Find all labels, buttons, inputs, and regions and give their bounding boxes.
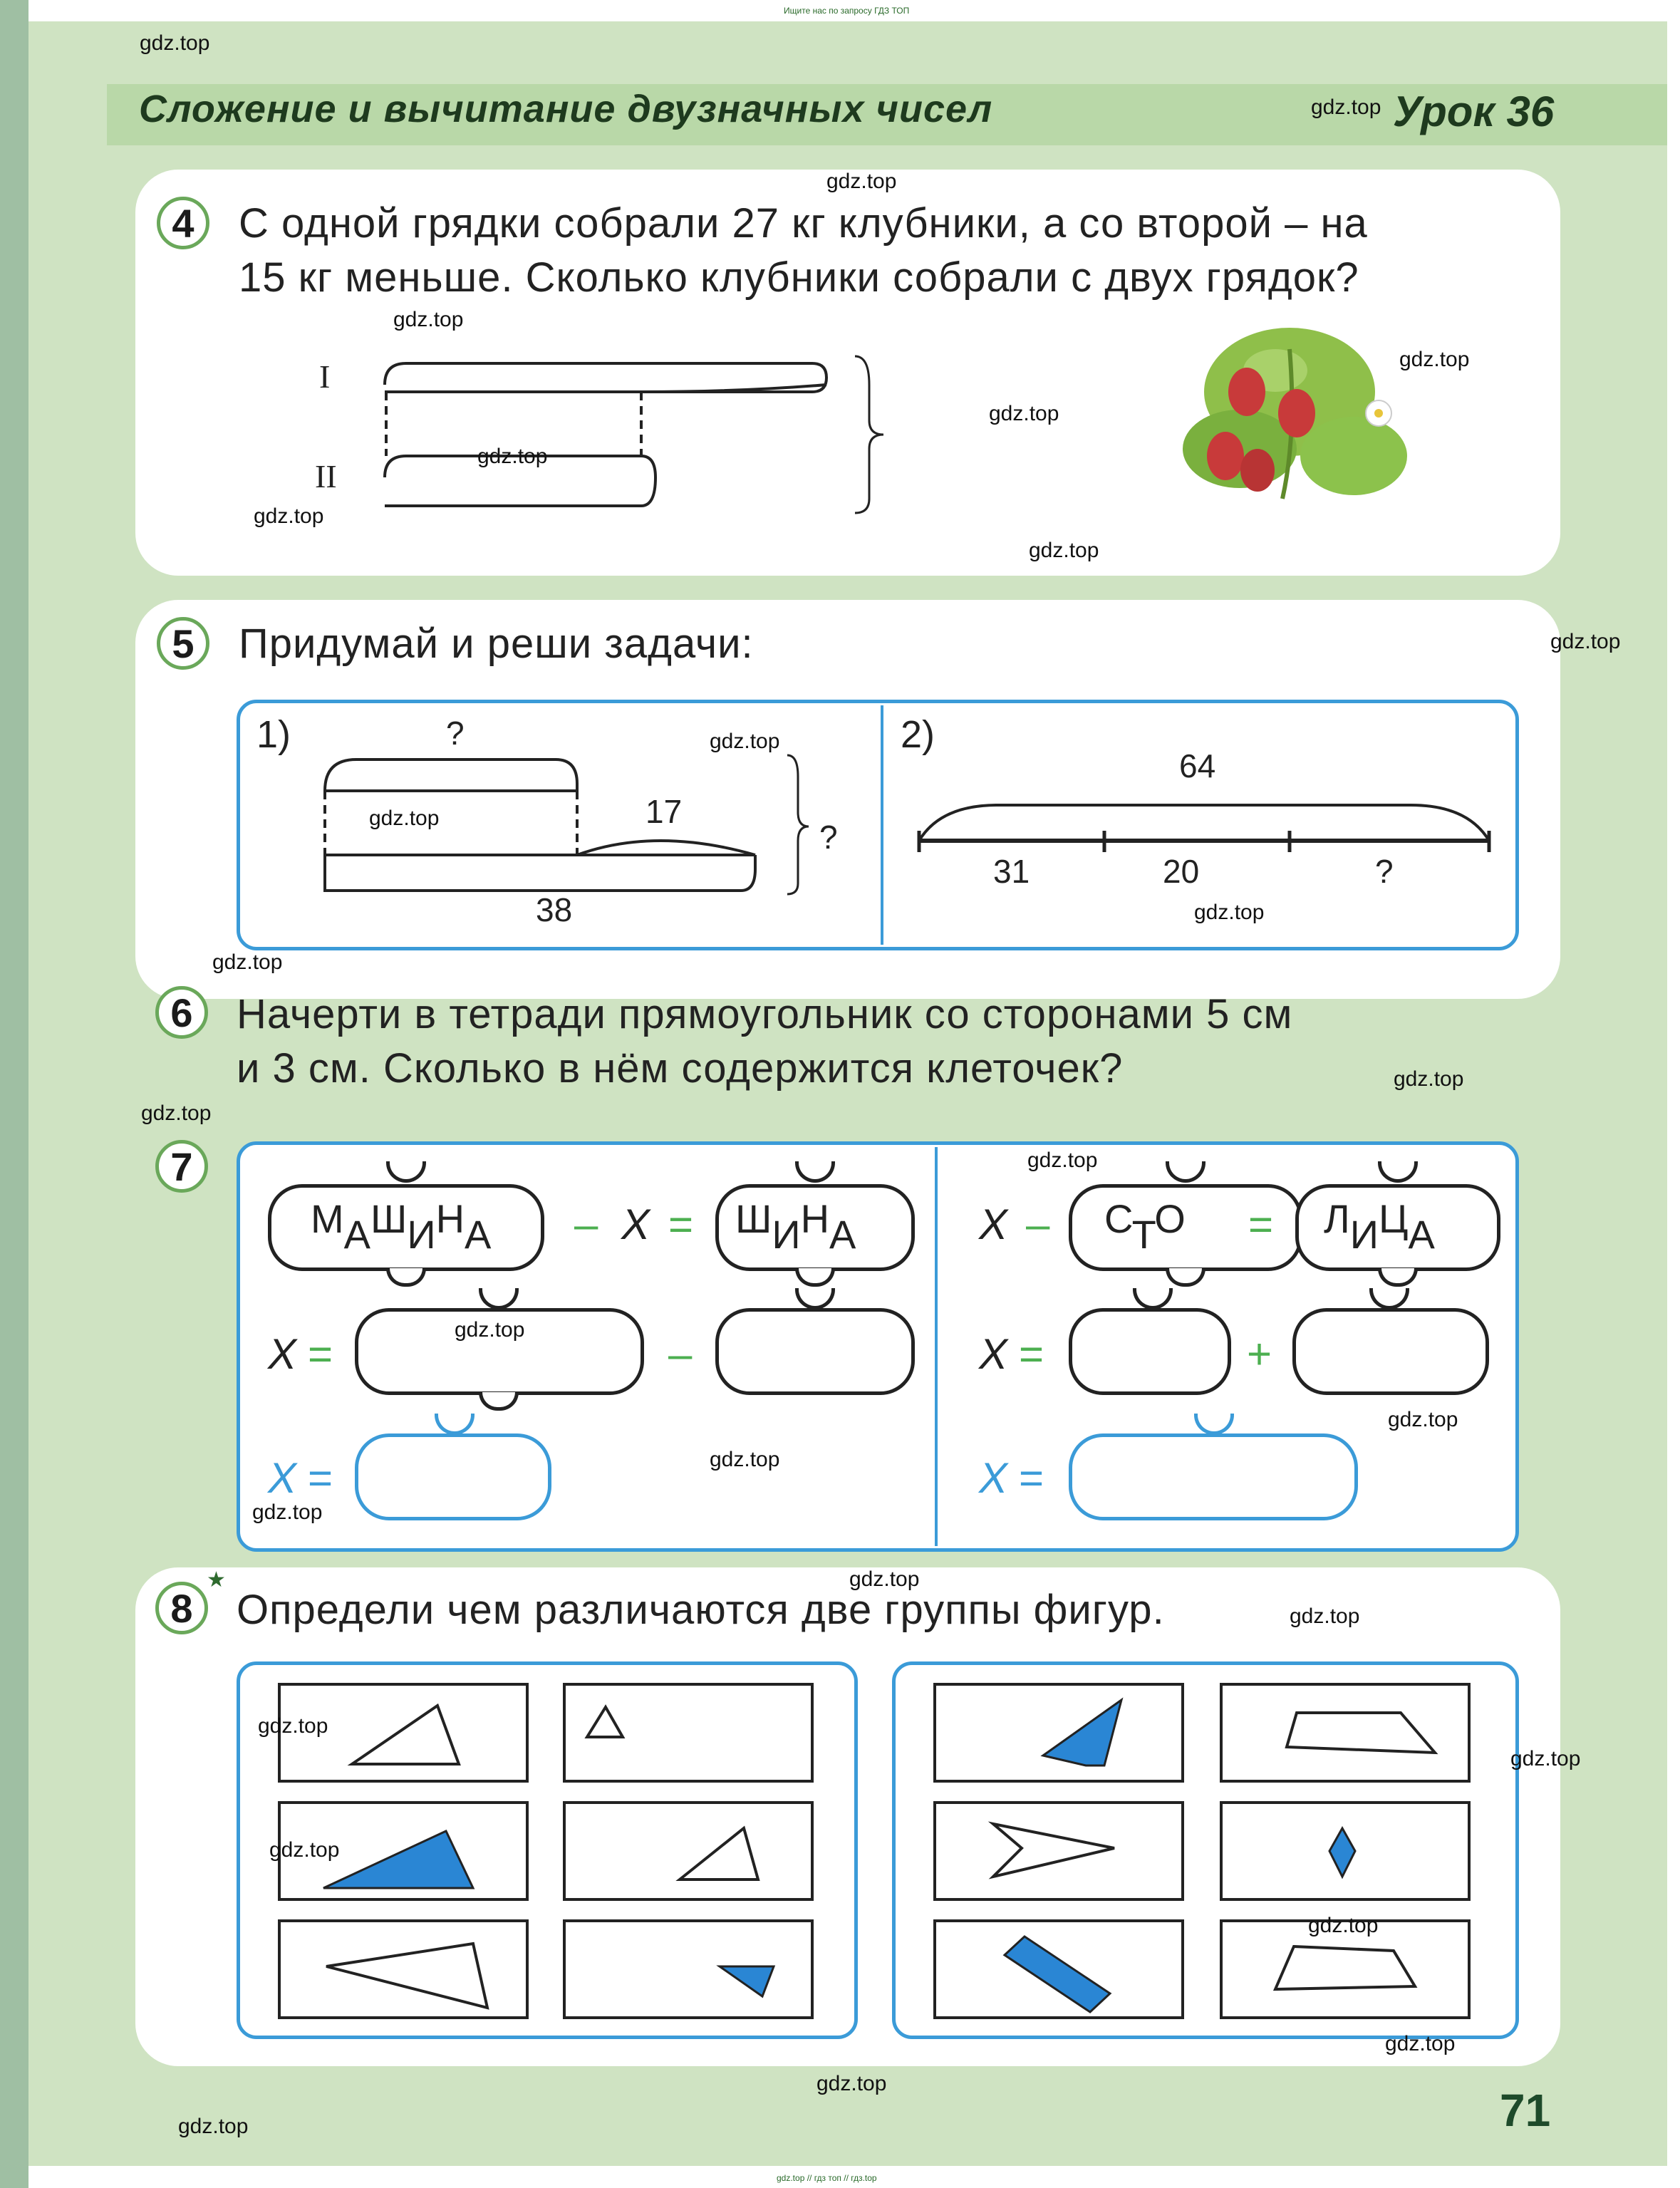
- task8-number: 8: [155, 1582, 208, 1634]
- figure-card: [563, 1801, 814, 1901]
- triangle-shape: [566, 1686, 811, 1780]
- watermark: gdz.top: [1029, 539, 1099, 562]
- task7-minus-sign: –: [668, 1330, 693, 1378]
- task7-minus-sign: –: [1026, 1201, 1050, 1248]
- task4-text-line2: 15 кг меньше. Сколько клубники собрали с двух грядок?: [239, 254, 1359, 301]
- watermark: gdz.top: [849, 1567, 920, 1591]
- watermark: gdz.top: [710, 730, 780, 753]
- watermark: gdz.top: [816, 2072, 887, 2095]
- quadrilateral-shape: [936, 1686, 1181, 1780]
- watermark: gdz.top: [1290, 1604, 1360, 1628]
- watermark: gdz.top: [1394, 1067, 1464, 1091]
- task7-x: X: [268, 1330, 297, 1378]
- page-spine: [0, 0, 28, 2188]
- rhombus-shape: [1223, 1804, 1468, 1898]
- task6-number: 6: [155, 986, 208, 1039]
- task4-number: 4: [157, 197, 209, 249]
- task7-x: X: [979, 1330, 1008, 1378]
- rectangle-shape: [936, 1922, 1181, 2016]
- task7-equals-sign: =: [1019, 1330, 1044, 1378]
- watermark: gdz.top: [1399, 348, 1470, 371]
- task7-minus-sign: –: [574, 1201, 598, 1248]
- task7-answer-box[interactable]: [1069, 1433, 1358, 1520]
- figure-card: [933, 1919, 1184, 2019]
- task7-answer-box[interactable]: [1292, 1308, 1489, 1395]
- watermark: gdz.top: [1385, 2032, 1456, 2055]
- task5-d2-total: 64: [1179, 747, 1216, 784]
- task5-d2-part2: 20: [1163, 853, 1200, 890]
- watermark: gdz.top: [141, 1101, 212, 1125]
- watermark: gdz.top: [1311, 95, 1381, 119]
- figure-card: [933, 1801, 1184, 1901]
- bottom-note: gdz.top // гдз топ // гдз.top: [777, 2173, 877, 2183]
- watermark: gdz.top: [393, 308, 464, 331]
- task7-word-mashina: МАШИНА: [311, 1196, 492, 1257]
- watermark: gdz.top: [178, 2115, 249, 2138]
- task4-label-i: I: [319, 358, 331, 395]
- task5-d2-diagram: [912, 784, 1496, 862]
- task4-label-ii: II: [315, 458, 337, 494]
- task7-answer-box[interactable]: [1069, 1308, 1231, 1395]
- task5-d2-part3: ?: [1375, 853, 1394, 890]
- watermark: gdz.top: [455, 1318, 525, 1342]
- task7-equals-sign: =: [308, 1330, 333, 1378]
- task7-equals-sign: =: [668, 1201, 694, 1248]
- task7-answer-box[interactable]: [715, 1308, 915, 1395]
- task7-plus-sign: +: [1247, 1330, 1272, 1378]
- triangle-shape: [566, 1922, 811, 2016]
- task7-x: X: [979, 1201, 1008, 1248]
- watermark: gdz.top: [1510, 1747, 1581, 1770]
- watermark: gdz.top: [252, 1500, 323, 1524]
- task5-text: Придумай и реши задачи:: [239, 621, 754, 667]
- figure-card: [563, 1683, 814, 1783]
- watermark: gdz.top: [258, 1714, 328, 1738]
- task7-x: X: [979, 1454, 1008, 1502]
- watermark: gdz.top: [1194, 901, 1265, 924]
- task7-word-litsa: ЛИЦА: [1324, 1196, 1435, 1257]
- trapezoid-shape: [1223, 1686, 1468, 1780]
- watermark: gdz.top: [1308, 1914, 1379, 1937]
- watermark: gdz.top: [212, 950, 283, 974]
- star-icon: ★: [207, 1567, 226, 1592]
- watermark: gdz.top: [826, 170, 897, 193]
- page-number: 71: [1500, 2085, 1551, 2136]
- top-note: Ищите нас по запросу ГДЗ ТОП: [784, 6, 910, 16]
- task6-text-line2: и 3 см. Сколько в нём содержится клеточек?: [237, 1045, 1124, 1092]
- watermark: gdz.top: [477, 445, 548, 468]
- task6-text-line1: Начерти в тетради прямоугольник со сторонами 5 см: [237, 991, 1293, 1037]
- watermark: gdz.top: [1550, 630, 1621, 653]
- task5-d2-label: 2): [901, 713, 935, 756]
- task7-x: X: [268, 1454, 297, 1502]
- arrowhead-shape: [936, 1804, 1181, 1898]
- task5-d1-label: 1): [256, 713, 291, 756]
- task7-equals-sign: =: [1248, 1201, 1274, 1248]
- figure-card: [278, 1919, 529, 2019]
- task7-equals-sign: =: [1019, 1454, 1044, 1502]
- task7-equals-sign: =: [308, 1454, 333, 1502]
- watermark: gdz.top: [1027, 1149, 1098, 1172]
- watermark: gdz.top: [989, 402, 1059, 425]
- strawberry-picture: [1176, 306, 1418, 520]
- task5-d1-extra: 17: [645, 793, 683, 830]
- task5-number: 5: [157, 617, 209, 670]
- task7-word-sto: СТО: [1104, 1196, 1186, 1257]
- task5-d1-right-question: ?: [819, 819, 838, 856]
- task7-word-shina: ШИНА: [735, 1196, 856, 1257]
- task5-d2-part1: 31: [993, 853, 1030, 890]
- task5-d1-bottom: 38: [536, 891, 573, 928]
- task8-text: Определи чем различаются две группы фигур.: [237, 1587, 1165, 1633]
- task5-d1-top-question: ?: [446, 715, 465, 752]
- watermark: gdz.top: [254, 504, 324, 528]
- task7-answer-box[interactable]: [355, 1433, 551, 1520]
- watermark: gdz.top: [369, 807, 440, 830]
- page-title: Сложение и вычитание двузначных чисел: [139, 88, 993, 130]
- task5-divider: [879, 705, 886, 945]
- triangle-shape: [281, 1922, 526, 2016]
- task4-diagram: [370, 342, 883, 527]
- task7-x: X: [621, 1201, 650, 1248]
- figure-card: [1220, 1801, 1471, 1901]
- watermark: gdz.top: [1388, 1408, 1458, 1431]
- task4-text-line1: С одной грядки собрали 27 кг клубники, а со второй – на: [239, 200, 1368, 247]
- watermark: gdz.top: [710, 1448, 780, 1471]
- watermark: gdz.top: [140, 31, 210, 55]
- lesson-number: Урок 36: [1393, 88, 1555, 135]
- figure-card: [1220, 1683, 1471, 1783]
- figure-card: [563, 1919, 814, 2019]
- watermark: gdz.top: [269, 1838, 340, 1862]
- triangle-shape: [566, 1804, 811, 1898]
- task7-divider: [933, 1147, 940, 1546]
- task7-number: 7: [155, 1140, 208, 1193]
- figure-card: [933, 1683, 1184, 1783]
